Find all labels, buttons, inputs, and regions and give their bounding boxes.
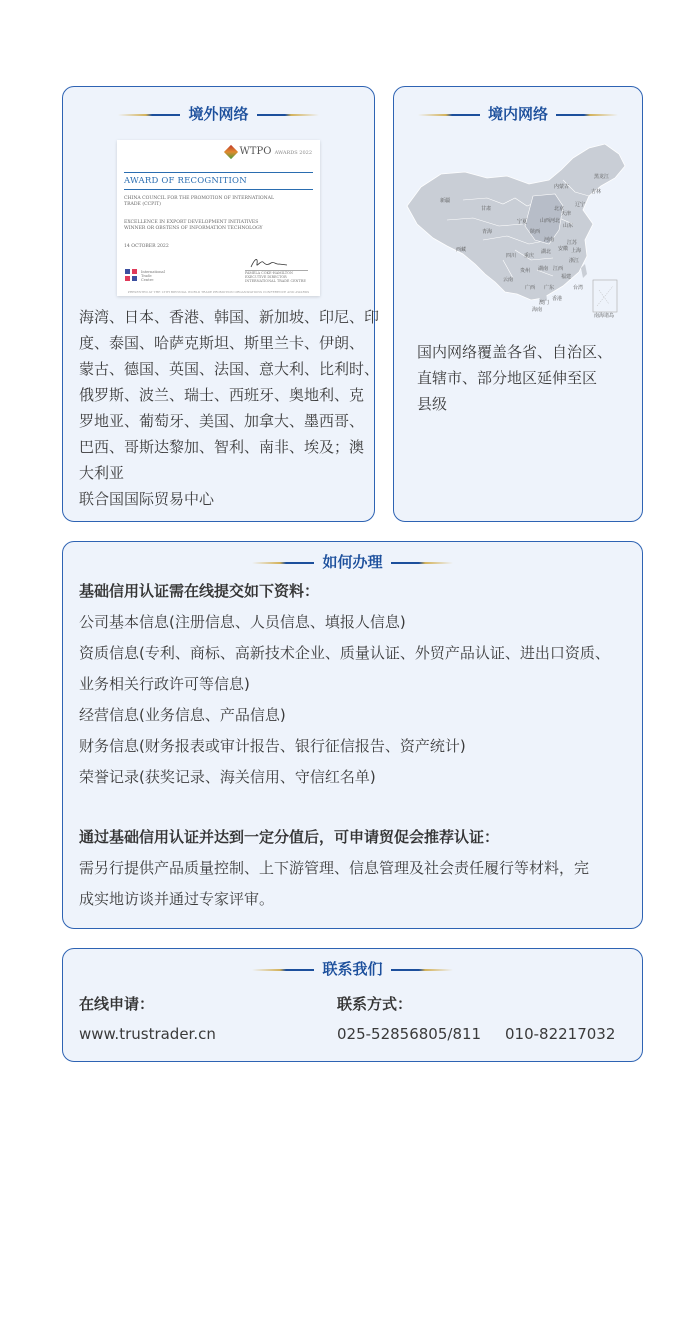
title-divider-right: [391, 969, 453, 971]
phone-number-beijing: 010-82217032: [505, 1025, 616, 1043]
requirement-item: 公司基本信息(注册信息、人员信息、填报人信息): [79, 613, 406, 631]
online-apply-label: 在线申请：: [79, 995, 155, 1013]
overseas-line: 巴西、哥斯达黎加、智利、南非、埃及；澳: [79, 438, 365, 456]
map-label: 贵州: [520, 268, 531, 274]
phone-number-nanjing: 025-52856805/811: [337, 1025, 482, 1043]
signature-image: [249, 256, 289, 270]
domestic-line: 县级: [417, 395, 448, 413]
title-divider-right: [391, 562, 453, 564]
award-certificate-image: [117, 140, 320, 296]
china-map-image: [403, 140, 631, 320]
overseas-line: 蒙古、德国、英国、法国、意大利、比利时、: [79, 360, 380, 378]
requirement-item: 经营信息(业务信息、产品信息): [79, 706, 286, 724]
certificate-rule: [124, 172, 313, 173]
recommended-credit-line: 需另行提供产品质量控制、上下游管理、信息管理及社会责任履行等材料，完: [79, 859, 590, 877]
how-to-apply-content: [79, 576, 629, 915]
map-label: 福建: [561, 274, 572, 280]
recommended-credit-line: 成实地访谈并通过专家评审。: [79, 890, 275, 908]
wtpo-logo-mark: [223, 144, 237, 158]
title-divider-right: [556, 114, 618, 116]
map-label: 海南: [532, 307, 543, 313]
basic-credit-heading: 基础信用认证需在线提交如下资料：: [79, 582, 320, 600]
map-label: 内蒙古: [554, 184, 570, 190]
overseas-line: 俄罗斯、波兰、瑞士、西班牙、奥地利、克: [79, 386, 365, 404]
map-label: 湖北: [541, 249, 552, 255]
title-divider-left: [252, 969, 314, 971]
certificate-date: 14 OCTOBER 2022: [124, 244, 169, 249]
certificate-category: EXCELLENCE IN EXPORT DEVELOPMENT INITIATIVES WINNER OR OBSTENS OF INFORMATION TECHNOLOGY: [124, 220, 263, 231]
domestic-network-title-text: 境内网络: [487, 105, 548, 123]
signer-info: PAMELA COKE-HAMILTON EXECUTIVE DIRECTOR INTERNATIONAL TRADE CENTRE: [245, 271, 306, 283]
requirement-item: 资质信息(专利、商标、高新技术企业、质量认证、外贸产品认证、进出口资质、: [79, 644, 610, 662]
map-label: 河北: [550, 218, 561, 224]
map-label: 湖南: [538, 266, 549, 272]
map-label: 西藏: [456, 247, 467, 253]
title-divider-left: [118, 114, 180, 116]
contact-title: [63, 959, 642, 979]
map-label: 青海: [482, 229, 493, 235]
map-label: 北京: [554, 206, 565, 212]
map-label: 天津: [561, 211, 572, 217]
map-label: 广西: [525, 285, 536, 291]
map-label: 甘肃: [481, 206, 492, 212]
map-label: 陕西: [530, 229, 541, 235]
certificate-org: CHINA COUNCIL FOR THE PROMOTION OF INTERNATIONAL TRADE (CCPIT): [124, 196, 275, 207]
requirement-item: 财务信息(财务报表或审计报告、银行征信报告、资产统计): [79, 737, 466, 755]
map-label: 重庆: [524, 253, 535, 259]
recommended-credit-heading: 通过基础信用认证并达到一定分值后，可申请贸促会推荐认证：: [79, 828, 500, 846]
map-label: 宁夏: [517, 219, 528, 225]
map-label: 云南: [503, 277, 514, 283]
domestic-line: 直辖市、部分地区延伸至区: [417, 369, 598, 387]
overseas-network-title-text: 境外网络: [188, 105, 249, 123]
title-divider-left: [418, 114, 480, 116]
website-link[interactable]: www.trustrader.cn: [79, 1025, 216, 1043]
overseas-line: 海湾、日本、香港、韩国、新加坡、印尼、印: [79, 308, 380, 326]
certificate-heading: AWARD OF RECOGNITION: [124, 176, 247, 186]
south-sea-dashes: [597, 286, 613, 306]
map-label: 新疆: [440, 198, 451, 204]
title-divider-left: [252, 562, 314, 564]
certificate-footer: PRESENTED AT THE 13TH BIENNIAL WORLD TRADE PROMOTION ORGANIZATIONS CONFERENCE AND AWARDS: [127, 290, 310, 294]
title-divider-right: [257, 114, 319, 116]
map-label: 黑龙江: [594, 174, 610, 180]
contact-title-text: 联系我们: [322, 960, 383, 978]
map-label: 上海: [571, 248, 582, 254]
map-label: 澳门: [539, 300, 550, 306]
overseas-line: 联合国国际贸易中心: [79, 490, 215, 508]
domestic-network-description: [417, 339, 637, 417]
china-landmass: [407, 144, 625, 300]
overseas-line: 罗地亚、葡萄牙、美国、加拿大、墨西哥、: [79, 412, 365, 430]
map-label: 安徽: [558, 246, 569, 252]
overseas-network-list: [79, 304, 380, 512]
map-label: 吉林: [591, 189, 602, 195]
requirement-item: 业务相关行政许可等信息): [79, 675, 250, 693]
map-label: 南海诸岛: [594, 313, 615, 319]
how-to-apply-title: [63, 552, 642, 572]
map-label: 四川: [506, 253, 517, 259]
domestic-network-title: [394, 104, 642, 124]
overseas-network-title: [63, 104, 374, 124]
overseas-line: 大利亚: [79, 464, 125, 482]
map-label: 香港: [552, 296, 563, 302]
map-label: 山西: [540, 218, 551, 224]
overseas-line: 度、泰国、哈萨克斯坦、斯里兰卡、伊朗、: [79, 334, 365, 352]
map-label: 山东: [563, 223, 574, 229]
map-label: 广东: [544, 285, 555, 291]
section-spacer: [79, 793, 629, 822]
certificate-rule: [124, 189, 313, 190]
map-label: 江西: [553, 266, 564, 272]
domestic-line: 国内网络覆盖各省、自治区、: [417, 343, 613, 361]
map-label: 台湾: [573, 285, 584, 291]
contact-method-label: 联系方式：: [337, 995, 413, 1013]
itc-logo-icon: [124, 268, 138, 282]
wtpo-logo: WTPO AWARDS 2022: [226, 146, 312, 157]
itc-logo-text: International Trade Centre: [141, 270, 165, 282]
map-label: 浙江: [569, 258, 580, 264]
map-label: 辽宁: [575, 202, 586, 208]
map-label: 江苏: [567, 240, 578, 246]
map-label: 河南: [544, 237, 555, 243]
requirement-item: 荣誉记录(获奖记录、海关信用、守信红名单): [79, 768, 376, 786]
how-to-apply-title-text: 如何办理: [322, 553, 383, 571]
